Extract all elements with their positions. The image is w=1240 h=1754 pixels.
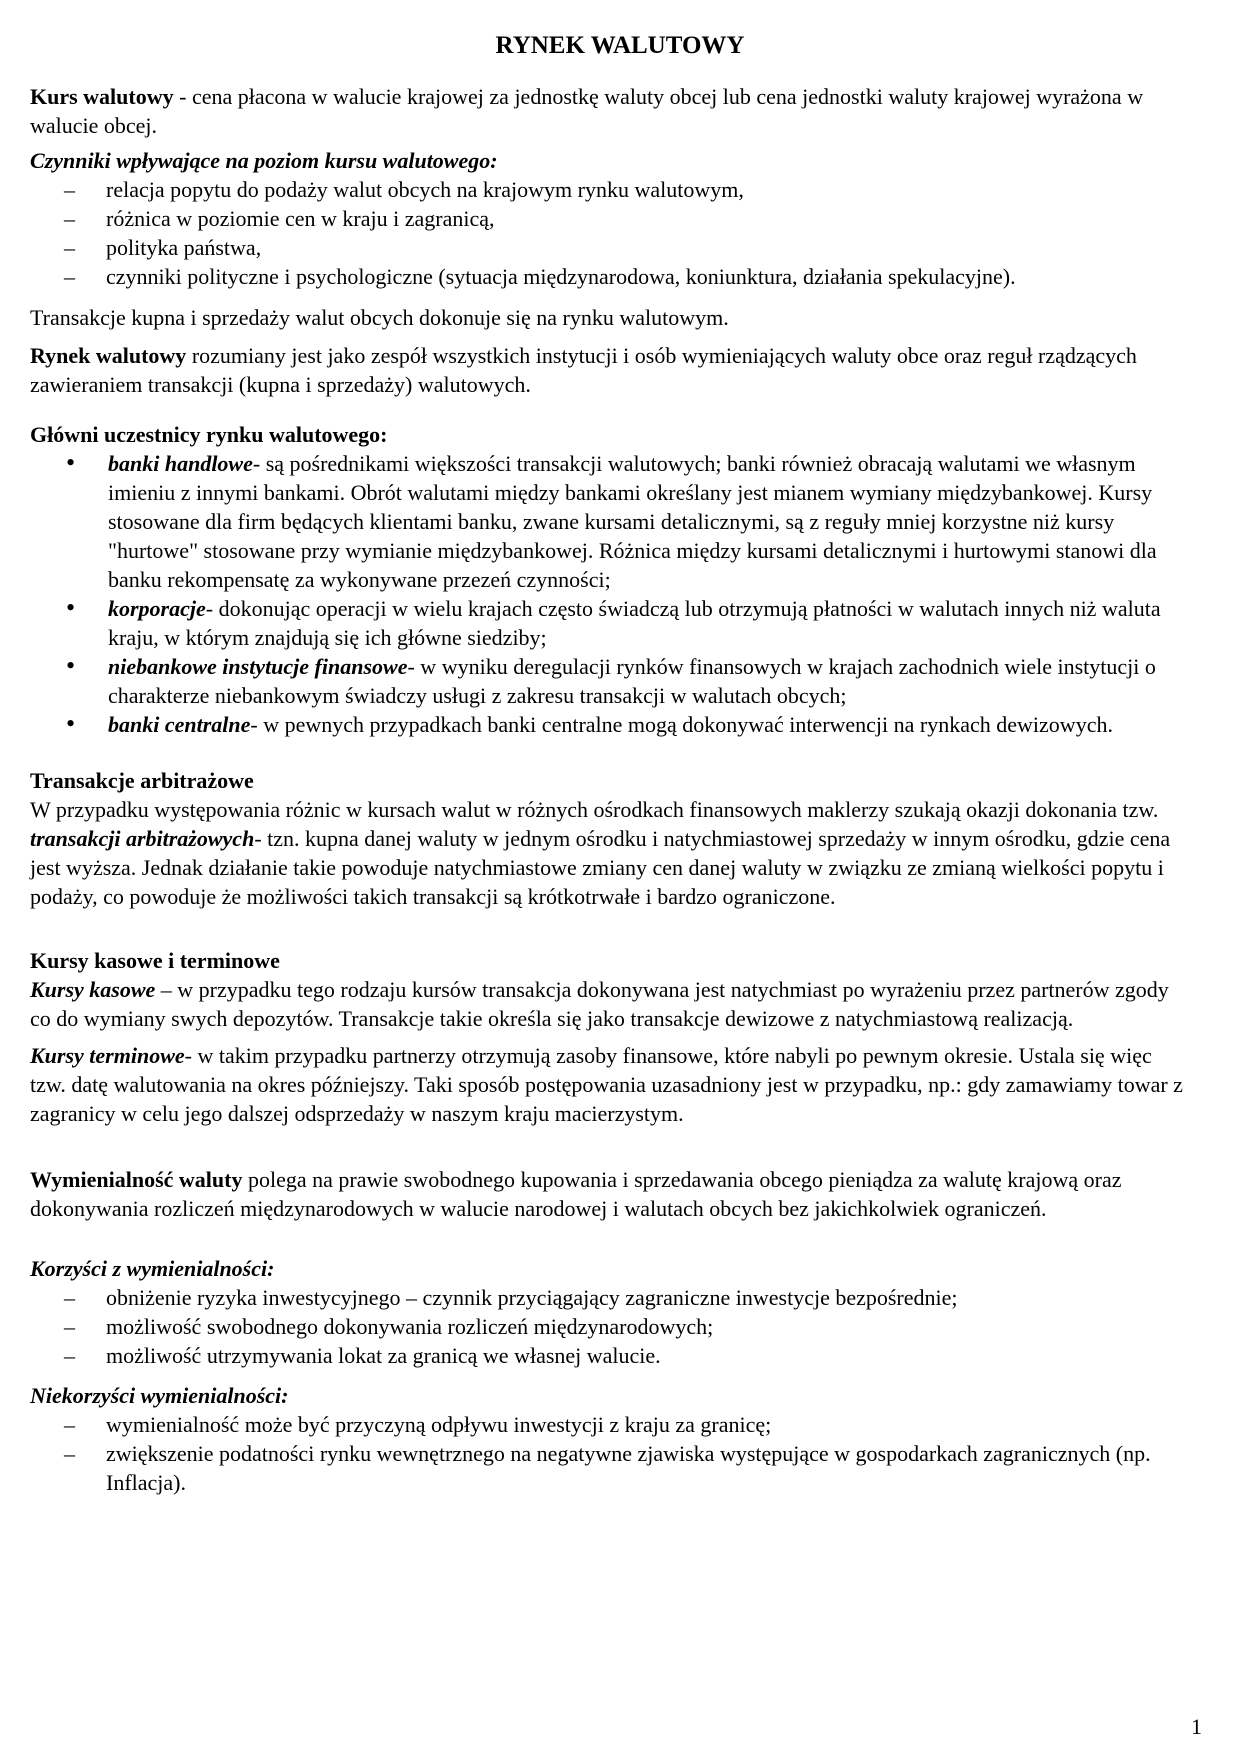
convertibility-section [30, 1165, 1190, 1223]
drawbacks-list [30, 1410, 1190, 1497]
factors-section [30, 146, 1190, 291]
participant-text: - dokonując operacji w wielu krajach często świadczą lub otrzymują płatności w walutach innych niż waluta kraju, w którym znajdują się ich główne siedziby; [108, 596, 1161, 650]
participant-term: banki handlowe [108, 451, 253, 476]
participant-text: - w wyniku deregulacji rynków finansowych w krajach zachodnich wiele instytucji o charakterze niebankowym świadczy usługi z zakresu transakcji w walutach obcych; [108, 654, 1156, 708]
arbitrage-heading: Transakcje arbitrażowe [30, 768, 254, 793]
term-currency-market: Rynek walutowy [30, 343, 187, 368]
arbitrage-section [30, 766, 1190, 911]
benefits-heading: Korzyści z wymienialności: [30, 1256, 275, 1281]
list-item: – wymienialność może być przyczyną odpływu inwestycji z kraju za granicę; [30, 1410, 1190, 1439]
participant-term: korporacje [108, 596, 206, 621]
benefits-list [30, 1283, 1190, 1370]
paragraph-text: - w takim przypadku partnerzy otrzymują zasoby finansowe, które nabyli po pewnym okresie. Ustala się więc tzw. datę walutowania na okres późniejszy. Taki sposób postępowania uzasadniony jest w przypadku, np.: gdy zamawiamy towar z zagranicy w celu jego dalszej odsprzedaży w naszym kraju macierzystym. [30, 1043, 1183, 1126]
drawbacks-section [30, 1381, 1190, 1497]
term-spot-rate: Kursy kasowe [30, 977, 156, 1002]
list-item: – zwiększenie podatności rynku wewnętrznego na negatywne zjawiska występujące w gospodarkach zagranicznych (np. Inflacja). [30, 1439, 1190, 1497]
rates-heading: Kursy kasowe i terminowe [30, 948, 280, 973]
paragraph-text: polega na prawie swobodnego kupowania i sprzedawania obcego pieniądza za walutę krajową oraz dokonywania rozliczeń międzynarodowych w walucie narodowej i walutach obcych bez jakichkolwiek ograniczeń. [30, 1167, 1122, 1221]
spot-rate-paragraph [30, 975, 1190, 1033]
benefits-section [30, 1254, 1190, 1370]
participants-heading: Główni uczestnicy rynku walutowego: [30, 422, 388, 447]
list-item: – różnica w poziomie cen w kraju i zagranicą, [30, 204, 1190, 233]
drawbacks-heading: Niekorzyści wymienialności: [30, 1383, 289, 1408]
page-number: 1 [1191, 1714, 1202, 1739]
list-item [30, 449, 1190, 594]
rates-section [30, 946, 1190, 1128]
participant-term: niebankowe instytucje finansowe [108, 654, 408, 679]
transactions-paragraph [30, 303, 1190, 332]
term-arbitrage: transakcji arbitrażowych [30, 826, 255, 851]
list-item [30, 594, 1190, 652]
definition-text: - cena płacona w walucie krajowej za jednostkę waluty obcej lub cena jednostki waluty krajowej wyrażona w walucie obcej. [30, 84, 1144, 138]
term-forward-rate: Kursy terminowe [30, 1043, 185, 1068]
participant-term: banki centralne [108, 712, 251, 737]
definition-text: rozumiany jest jako zespół wszystkich instytucji i osób wymieniających waluty obce oraz reguł rządzących zawieraniem transakcji (kupna i sprzedaży) walutowych. [30, 343, 1137, 397]
factors-list [30, 175, 1190, 291]
list-item: – obniżenie ryzyka inwestycyjnego – czynnik przyciągający zagraniczne inwestycje bezpośrednie; [30, 1283, 1190, 1312]
paragraph-text: – w przypadku tego rodzaju kursów transakcja dokonywana jest natychmiast po wyrażeniu przez partnerów zgody co do wymiany swych depozytów. Transakcje takie określa się jako transakcje dewizowe z natychmiastową realizacją. [30, 977, 1169, 1031]
forward-rate-paragraph [30, 1041, 1190, 1128]
participant-text: - w pewnych przypadkach banki centralne mogą dokonywać interwencji na rynkach dewizowych. [250, 712, 1113, 737]
paragraph-text: W przypadku występowania różnic w kursach walut w różnych ośrodkach finansowych maklerzy szukają okazji dokonania tzw. [30, 797, 1159, 822]
list-item: – relacja popytu do podaży walut obcych na krajowym rynku walutowym, [30, 175, 1190, 204]
paragraph-text: - tzn. kupna danej waluty w jednym ośrodku i natychmiastowej sprzedaży w innym ośrodku, gdzie cena jest wyższa. Jednak działanie takie powoduje natychmiastowe zmiany cen danej waluty w związku ze zmianą wielkości popytu i podaży, co powoduje że możliwości takich transakcji są krótkotrwałe i bardzo ograniczone. [30, 826, 1171, 909]
participants-section [30, 420, 1190, 739]
term-exchange-rate: Kurs walutowy [30, 84, 174, 109]
definition-currency-market [30, 341, 1190, 399]
factors-heading: Czynniki wpływające na poziom kursu walutowego: [30, 148, 498, 173]
list-item [30, 652, 1190, 710]
participants-list [30, 449, 1190, 739]
participant-text: - są pośrednikami większości transakcji walutowych; banki również obracają walutami we własnym imieniu z innymi bankami. Obrót walutami między bankami określany jest mianem wymiany międzybankowej. Kursy stosowane dla firm będących klientami banku, zwane kursami detalicznymi, są z reguły mniej korzystne niż kursy "hurtowe" stosowane przy wymianie międzybankowej. Różnica między kursami detalicznymi i hurtowymi stanowi dla banku rekompensatę za wykonywane przezeń czynności; [108, 451, 1157, 592]
paragraph-text: Transakcje kupna i sprzedaży walut obcych dokonuje się na rynku walutowym. [30, 305, 729, 330]
list-item: – możliwość swobodnego dokonywania rozliczeń międzynarodowych; [30, 1312, 1190, 1341]
definition-exchange-rate [30, 82, 1190, 140]
list-item: – polityka państwa, [30, 233, 1190, 262]
list-item: – możliwość utrzymywania lokat za granicą we własnej walucie. [30, 1341, 1190, 1370]
list-item: – czynniki polityczne i psychologiczne (sytuacja międzynarodowa, koniunktura, działania spekulacyjne). [30, 262, 1190, 291]
arbitrage-paragraph [30, 795, 1190, 911]
page-title: RYNEK WALUTOWY [495, 32, 745, 59]
term-convertibility: Wymienialność waluty [30, 1167, 243, 1192]
list-item [30, 710, 1190, 739]
